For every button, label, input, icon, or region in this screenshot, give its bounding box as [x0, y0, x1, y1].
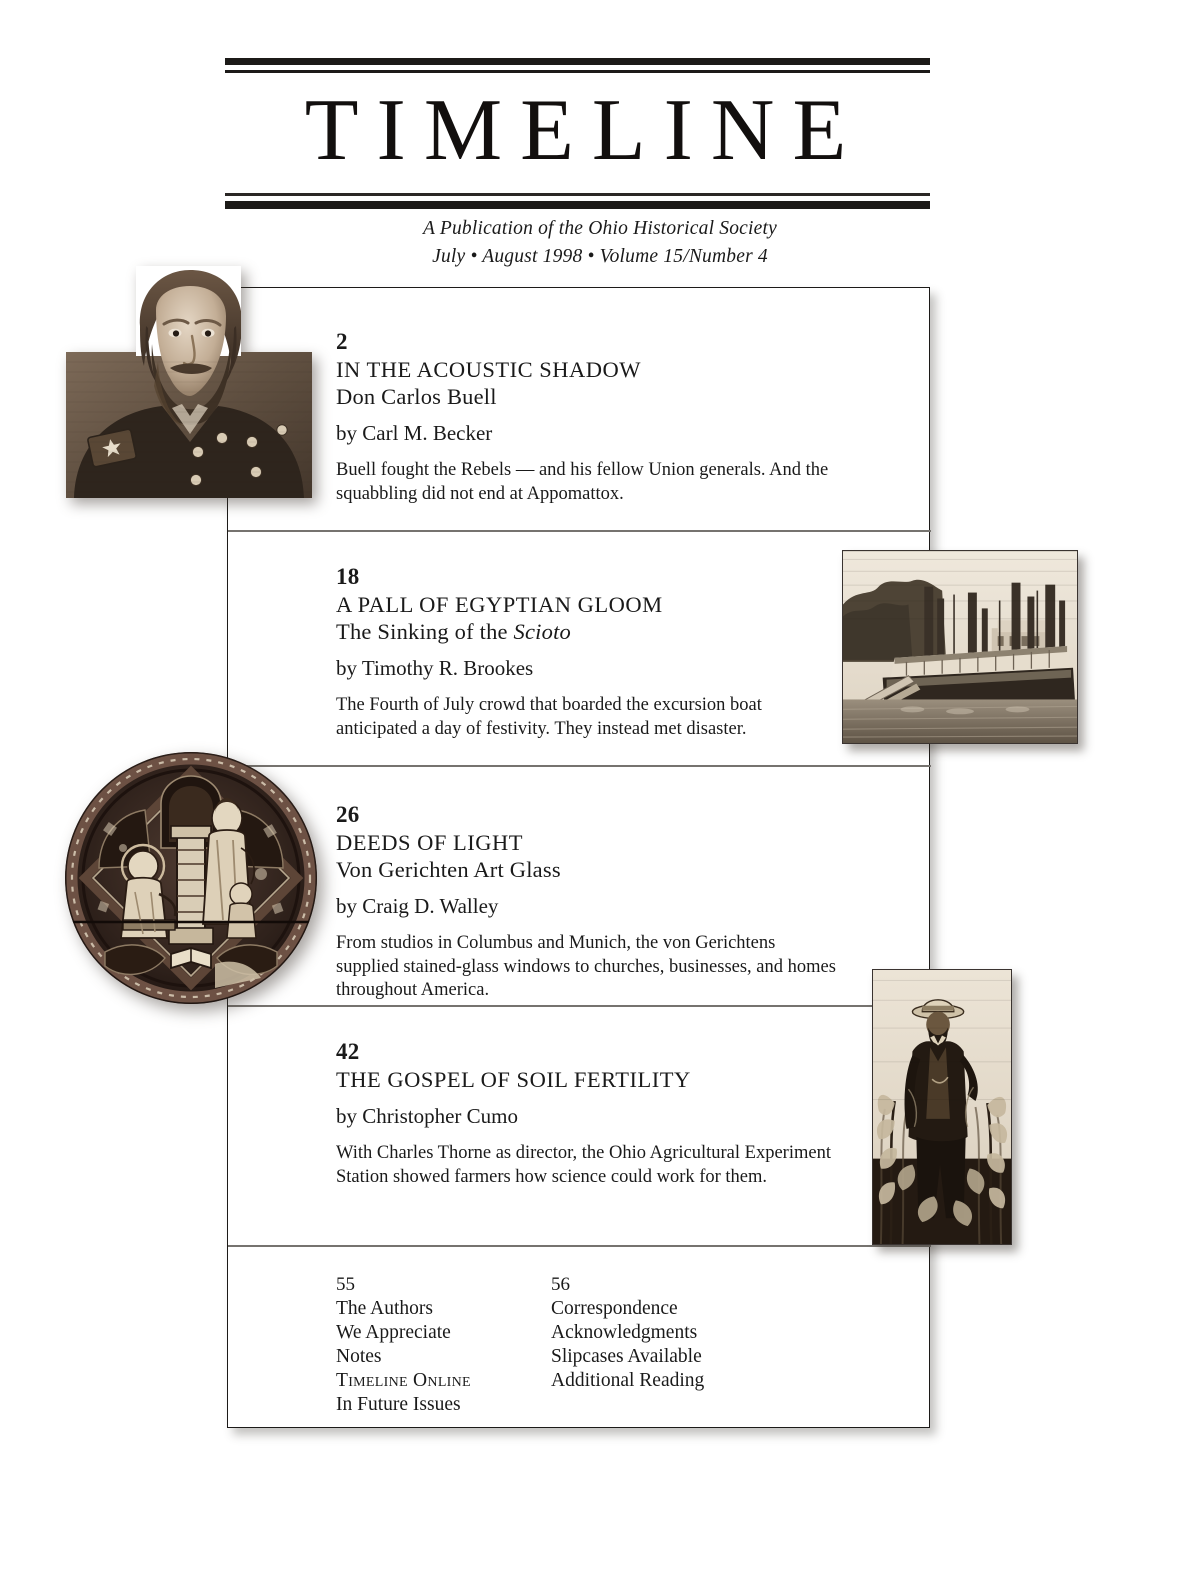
contents-entry[interactable]: [336, 1040, 856, 1189]
masthead: [225, 58, 930, 209]
entry-author: by Christopher Cumo: [336, 1103, 518, 1128]
entry-author: by Timothy R. Brookes: [336, 655, 534, 680]
contents-frame: [227, 287, 930, 1428]
entry-subtitle-text: The Sinking of the: [336, 618, 514, 644]
department-item[interactable]: Slipcases Available: [551, 1346, 702, 1368]
entry-description: The Fourth of July crowd that boarded the excursion boat anticipated a day of festivity. They instead met disaster.: [336, 694, 762, 739]
entry-author: by Craig D. Walley: [336, 893, 499, 918]
entry-title: A PALL OF EGYPTIAN GLOOM: [336, 592, 663, 618]
magazine-title: TIMELINE: [304, 82, 865, 179]
department-item[interactable]: In Future Issues: [336, 1394, 461, 1416]
entry-subtitle: [336, 383, 856, 410]
entry-description: From studios in Columbus and Munich, the von Gerichtens supplied stained-glass windows to churches, businesses, and homes throughout America.: [336, 932, 836, 1001]
contents-entry[interactable]: [336, 803, 856, 1003]
entry-page-number: 2: [336, 329, 348, 354]
entry-subtitle-italic: Scioto: [513, 618, 571, 644]
entry-subtitle-text: Don Carlos Buell: [336, 383, 497, 409]
entry-title: IN THE ACOUSTIC SHADOW: [336, 357, 641, 383]
department-item[interactable]: Timeline Online: [336, 1370, 471, 1392]
entry-divider: [228, 1245, 931, 1247]
entry-subtitle-text: Von Gerichten Art Glass: [336, 856, 561, 882]
masthead-rule-bottom-thin: [225, 193, 930, 196]
entry-page-number: 42: [336, 1039, 360, 1064]
department-page-number: 55: [336, 1274, 355, 1295]
entry-divider: [228, 765, 931, 767]
masthead-subtitle: [0, 215, 1200, 270]
entry-page-number: 26: [336, 802, 360, 827]
photo-farmer-in-cornfield: [872, 969, 1012, 1245]
departments-list: [336, 1273, 856, 1418]
entry-divider: [228, 530, 931, 532]
department-item[interactable]: Additional Reading: [551, 1370, 705, 1392]
department-item[interactable]: Notes: [336, 1346, 382, 1368]
contents-entry[interactable]: [336, 330, 856, 506]
departments-column-left: [336, 1273, 551, 1418]
publisher-line: A Publication of the Ohio Historical Society: [423, 218, 777, 239]
departments-column-right: [551, 1273, 766, 1418]
entry-subtitle: [336, 618, 856, 645]
contents-entry[interactable]: [336, 565, 856, 741]
department-item[interactable]: Acknowledgments: [551, 1321, 698, 1343]
photo-steamboats-scioto: [842, 550, 1078, 744]
photo-stained-glass-roundel: [65, 752, 317, 1004]
department-item[interactable]: Correspondence: [551, 1297, 678, 1319]
entry-divider: [228, 1005, 931, 1007]
entry-page-number: 18: [336, 564, 360, 589]
department-page-number: 56: [551, 1274, 570, 1295]
masthead-rule-top-thick: [225, 58, 930, 65]
department-item[interactable]: The Authors: [336, 1297, 433, 1319]
masthead-rule-bottom-thick: [225, 201, 930, 209]
portrait-don-carlos-buell: [66, 266, 312, 498]
entry-subtitle: [336, 856, 856, 883]
entry-title: DEEDS OF LIGHT: [336, 830, 523, 856]
entry-description: With Charles Thorne as director, the Ohio Agricultural Experiment Station showed farmers how science could work for them.: [336, 1142, 831, 1187]
entry-description: Buell fought the Rebels — and his fellow Union generals. And the squabbling did not end at Appomattox.: [336, 459, 829, 504]
issue-line: July • August 1998 • Volume 15/Number 4: [432, 245, 768, 267]
entry-title: THE GOSPEL OF SOIL FERTILITY: [336, 1067, 691, 1093]
entry-author: by Carl M. Becker: [336, 420, 493, 445]
department-item[interactable]: We Appreciate: [336, 1321, 451, 1343]
